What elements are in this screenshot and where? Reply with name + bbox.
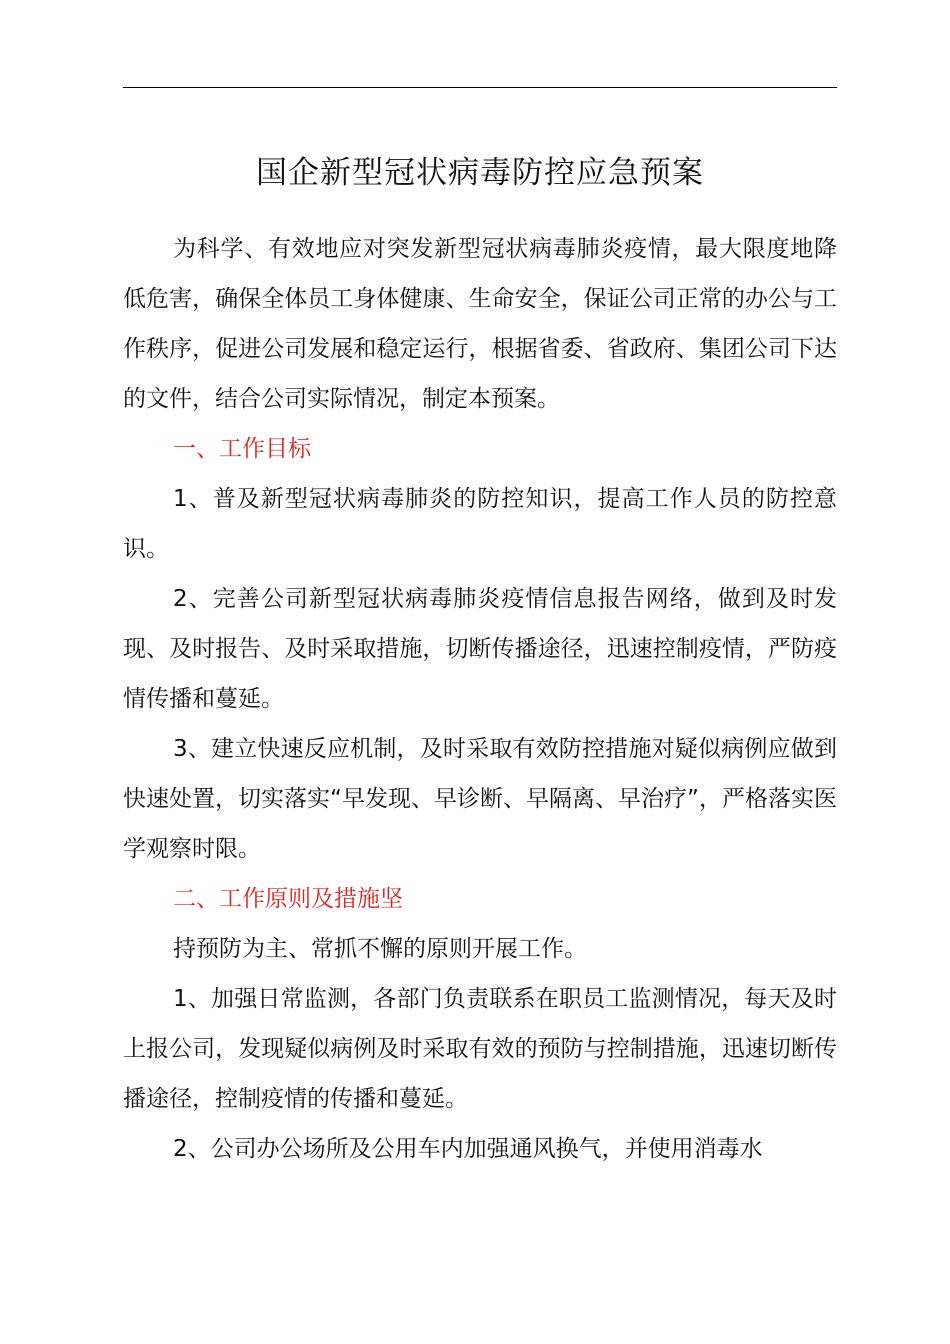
section-heading-principles: 二、工作原则及措施坚 — [173, 886, 403, 912]
goal-item-3: 3、建立快速反应机制，及时采取有效防控措施对疑似病例应做到快速处置，切实落实“早发现、早诊断、早隔离、早治疗”，严格落实医学观察时限。 — [123, 736, 837, 862]
document-body — [123, 224, 837, 1174]
measure-item-2: 2、公司办公场所及公用车内加强通风换气，并使用消毒水 — [173, 1136, 763, 1162]
document-title: 国企新型冠状病毒防控应急预案 — [256, 155, 704, 191]
intro-paragraph: 为科学、有效地应对突发新型冠状病毒肺炎疫情，最大限度地降低危害，确保全体员工身体健康、生命安全，保证公司正常的办公与工作秩序，促进公司发展和稳定运行，根据省委、省政府、集团公司下达的文件，结合公司实际情况，制定本预案。 — [123, 236, 837, 412]
section-heading-work-goals: 一、工作目标 — [173, 436, 311, 462]
goal-item-2: 2、完善公司新型冠状病毒肺炎疫情信息报告网络，做到及时发现、及时报告、及时采取措施，切断传播途径，迅速控制疫情，严防疫情传播和蔓延。 — [123, 586, 837, 712]
principles-lead: 持预防为主、常抓不懈的原则开展工作。 — [173, 936, 587, 962]
goal-item-1: 1、普及新型冠状病毒肺炎的防控知识，提高工作人员的防控意识。 — [123, 486, 837, 562]
measure-item-1: 1、加强日常监测，各部门负责联系在职员工监测情况，每天及时上报公司，发现疑似病例及时采取有效的预防与控制措施，迅速切断传播途径，控制疫情的传播和蔓延。 — [123, 986, 837, 1112]
header-rule — [123, 87, 837, 88]
